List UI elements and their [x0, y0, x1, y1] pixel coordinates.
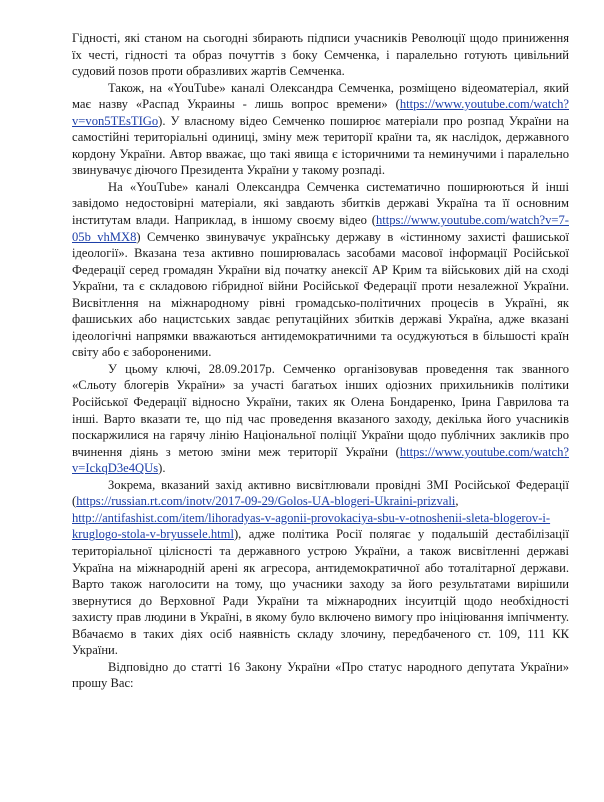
paragraph-2-text-end: ). У власному відео Семченко поширює матеріали про розпад України на самостійні територіальні одиниці, зміну меж території країни та, як наслідок, державного кордону України. Автор вважає, що такі явища є історичними та неминучими і паралельно звинувачує діючого Президента України у такому розпаді.: [72, 113, 569, 178]
paragraph-5-text-end: ), адже політика Росії полягає у подальшій дестабілізації територіальної цілісності та державного устрою України, а також висвітленні державі Україна на міжнародній арені як агресора, антидемократичної або тоталітарної держави. Варто також наголосити на тому, що учасники заходу за його результатами вирішили звернутися до Верховної Ради України та міжнародних інсуитцій щодо необхідності захисту прав людини в Україні, в якому було включено вимогу про ініціювання імпічменту. Вбачаємо в таких діях осіб наявність складу злочину, передбаченого ст. 109, 111 КК України.: [72, 527, 569, 658]
document-body: [72, 30, 569, 692]
rt-news-link[interactable]: https://russian.rt.com/inotv/2017-09-29/Golos-UA-blogeri-Ukraini-prizvali: [76, 494, 456, 509]
paragraph-6: [72, 659, 569, 692]
paragraph-5-separator: ,: [455, 494, 459, 509]
youtube-link-blogger-rally[interactable]: https://www.youtube.com/watch?v=IckqD3e4QUs: [72, 444, 569, 476]
paragraph-1-text: Гідності, які станом на сьогодні збирають підписи учасників Революції щодо приниження їх честі, гідності та образ почуттів з боку Семченка, і паралельно готують цивільний судовий позов проти образливих жартів Семченка.: [72, 31, 569, 79]
paragraph-6-text: Відповідно до статті 16 Закону України «Про статус народного депутата України» прошу Вас:: [72, 659, 569, 691]
paragraph-5: [72, 477, 569, 659]
paragraph-3-text-end: ) Семченко звинувачує українську державу в «істинному захисті фашиської ідеології». Вказана теза активно поширювалась засобами масової інформації Російської Федерації серед громадян України від початку анексії АР Крим та військових дій на сході України, та є складовою гібридної війни Російської Федерації проти незалежної України. Висвітлення на міжнародному рівні громадсько-політичних процесів в Україні, як фашиських або нацистських завдає репутаційних збитків державі Україна, адже вказані ідеологічні напрямки вважаються антидемократичними та осуджуються в більшості країн світу або є забороненими.: [72, 229, 569, 360]
paragraph-4-text-end: ).: [158, 461, 166, 476]
paragraph-2: [72, 80, 569, 179]
paragraph-2-text-start: Також, на «YouTube» каналі Олександра Семченка, розміщено відеоматеріал, який має назву «Распад Украины - лишь вопрос времени» (: [72, 80, 569, 112]
paragraph-5-text-start: Зокрема, вказаний захід активно висвітлювали провідні ЗМІ Російської Федерації (: [72, 477, 569, 509]
antifashist-news-link[interactable]: http://antifashist.com/item/lihoradyas-v-agonii-provokaciya-sbu-v-otnoshenii-sleta-blogerov-i-kruglogo-stola-v-bryussele.html: [72, 510, 551, 542]
paragraph-3-text-start: На «YouTube» каналі Олександра Семченка систематично поширюються й інші завідомо недостовірні матеріали, які завдають збитків державі Україна та її основним інститутам влади. Наприклад, в іншому своєму відео (: [72, 179, 569, 228]
youtube-link-raspad[interactable]: https://www.youtube.com/watch?v=von5TEsTIGo: [72, 97, 569, 128]
paragraph-4-text-start: У цьому ключі, 28.09.2017р. Семченко організовував проведення так званного «Сльоту блогерів України» за участі багатьох інших одіозних прихильників політики Російської Федерації відносно України, таких як Олена Бондаренко, Ірина Гаврилова та інші. Варто вказати те, що під час проведення вказаного заходу, декілька його учасників поскаржилися на гарячу лінію Національної поліції України щодо публічних закликів про вчинення діянь з метою зміни меж території України (: [72, 361, 569, 459]
youtube-link-fascism[interactable]: https://www.youtube.com/watch?v=7-05b_vhMX8: [72, 213, 569, 244]
paragraph-3: [72, 179, 569, 361]
paragraph-1: [72, 30, 569, 80]
paragraph-4: [72, 361, 569, 477]
